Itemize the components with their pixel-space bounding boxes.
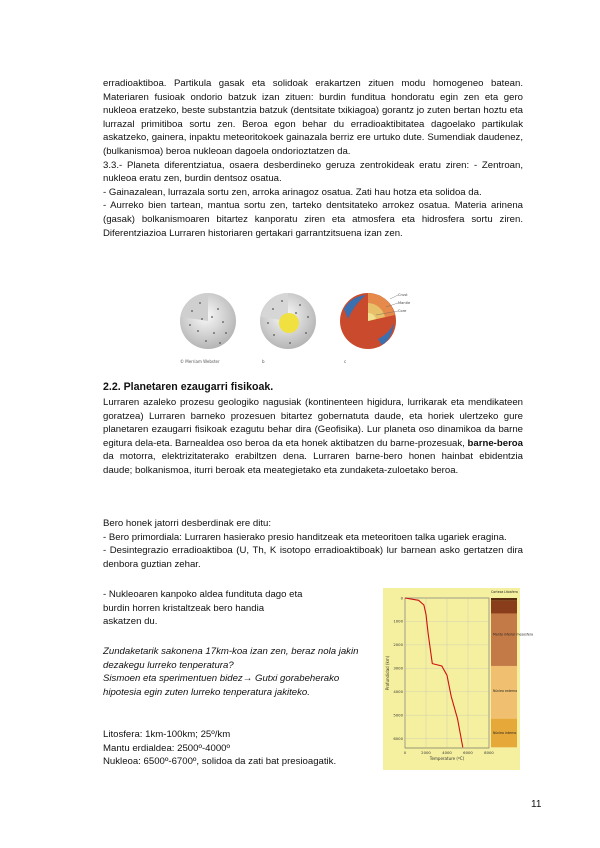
layer-label-mantle: Mantle bbox=[398, 301, 411, 305]
earth-differentiation-figure bbox=[178, 289, 411, 367]
zone-label: Corteza bbox=[491, 590, 504, 594]
temp-lithosphere: Litosfera: 1km-100km; 25º/km bbox=[103, 729, 231, 740]
paragraph-3-3: 3.3.- Planeta diferentziatua, osaera desberdineko geruza zentrokideak eratu ziren: - Zentroan, nukleoa eratu zen, burdin dentsoz osatua. bbox=[103, 159, 523, 185]
zone-label: Núcleo externo bbox=[493, 688, 518, 693]
section-para-part-2: da motorra, elektrizitaterako erabiltzen dena. Lurraren barne-bero honen hainbat ebidentzia daude; bolkanismoa, iturri beroak eta meategietako eta zundaketa-zuloetako beroa. bbox=[103, 451, 523, 476]
earth-panel-b bbox=[260, 293, 316, 364]
x-tick-label: 0 bbox=[403, 750, 407, 755]
zone-band-lithosphere bbox=[491, 598, 517, 600]
question-depth: Zundaketarik sakonena 17km-koa izan zen, beraz nola jakin dezakegu lurreko tenperatura? bbox=[103, 646, 359, 671]
figure-credit: © Merriam Webster bbox=[180, 359, 220, 364]
y-tick-label: 0 bbox=[400, 595, 403, 601]
question-block bbox=[103, 645, 373, 699]
x-tick-label: 4000 bbox=[442, 750, 452, 755]
zone-band bbox=[491, 600, 517, 613]
zone-band bbox=[491, 613, 517, 666]
x-axis-label: Temperature (ºC) bbox=[429, 756, 465, 761]
bero-intro: Bero honek jatorri desberdinak ere ditu: bbox=[103, 518, 271, 529]
y-tick-label: 3000 bbox=[393, 665, 403, 671]
section-para-part-1: Lurraren azaleko prozesu geologiko nagusiak (kontinenteen higidura, lurrikarak eta mendikateen goratzea) Lurraren barneko prozesuen bitartez gobernatuta daude, eta horiek ulertzeko gure planetaren ezaugarri fisikoak ezagutu behar dira (Geofisika). Lur planeta oso dinamikoa da barne egitura dela-eta. Barnealdea oso beroa da eta honek aktibatzen du barne-prozesuak, bbox=[103, 397, 523, 449]
section-heading: 2.2. Planetaren ezaugarri fisikoak. bbox=[103, 381, 274, 393]
earth-panel-a bbox=[180, 293, 236, 364]
bero-item-nucleus-block bbox=[103, 588, 303, 629]
temperature-series-line bbox=[405, 598, 463, 747]
layer-label-crust: Crust bbox=[398, 293, 408, 297]
paragraph-mantua: - Aurreko bien tartean, mantua sortu zen, tarteko dentsitateko arrokez osatua. Materia arinena (gasak) bolkanismoaren bitartez kanporatu ziren eta atmosfera eta hidrosfera sortu ziren. Diferentziazioa Lurraren historiaren gertakari garrantzitsuena izan zen. bbox=[103, 200, 523, 239]
barne-beroa-term: barne-beroa bbox=[467, 437, 523, 449]
x-tick-label: 6000 bbox=[463, 750, 473, 755]
chart-svg bbox=[383, 588, 534, 770]
bero-item-primordial: - Bero primordiala: Lurraren hasierako presio handitzeak eta meteoritoen talka ugariek eragina. bbox=[103, 531, 507, 543]
temp-core: Nukleoa: 6500º-6700º, solidoa da zati bat presioagatik. bbox=[103, 756, 337, 768]
top-text-block bbox=[103, 77, 523, 240]
paragraph-fusion: erradioaktiboa. Partikula gasak eta solidoak erakartzen zituen modu homogeneo batean. Materiaren fusioak ondorio batzuk izan zituen: burdin funditua hondoratu egin zen eta gero nukleoa eratzeko, beste substantzia batzuk (dentsitate txikiagoa) gorantz jo zuten bertan hoztu eta lurrazal primitiboa sortu zen. Beroa egon behar du erradioaktibitatea dagoelako partikulak askatzeko, gainera, inpaktu meteoritokoek gainazala berriz ere urtuko dute. Sumendiak daudenez, (bulkanismoa) beroa nukleoan dagoela ondorioztatzen da. bbox=[103, 78, 523, 157]
y-tick-label: 5000 bbox=[393, 712, 403, 718]
y-axis-label: Profundidad (km) bbox=[385, 655, 390, 691]
bero-item-nucleus: - Nukleoaren kanpoko aldea fundituta dago eta burdin horren kristaltzeak bero handia askatzen du. bbox=[103, 589, 303, 628]
temp-mantle: Mantu erdialdea: 2500º-4000º bbox=[103, 742, 231, 754]
panel-label-b: b bbox=[262, 359, 265, 364]
y-tick-label: 2000 bbox=[393, 642, 403, 648]
page-number: 11 bbox=[531, 799, 542, 810]
paragraph-gainazala: - Gainazalean, lurrazala sortu zen, arroka arinagoz osatua. Zati hau hotza eta solidoa da. bbox=[103, 186, 482, 198]
x-tick-label: 2000 bbox=[421, 750, 431, 755]
panel-label-c: c bbox=[344, 359, 347, 364]
zone-label: Litosfera bbox=[504, 590, 518, 594]
temperature-depth-chart bbox=[383, 588, 534, 770]
y-tick-label: 6000 bbox=[393, 735, 403, 741]
y-tick-label: 4000 bbox=[393, 689, 403, 695]
zone-label: Manto inferior mesosfera bbox=[493, 632, 534, 637]
zone-label: Núcleo interno bbox=[493, 730, 517, 735]
x-tick-label: 8000 bbox=[484, 750, 494, 755]
bero-sources bbox=[103, 517, 523, 571]
answer-seismic: Sismoen eta sperimentuen bidez→ Gutxi gorabeherako hipotesia egin zuten lurreko tenperatura jakiteko. bbox=[103, 673, 340, 698]
layer-label-core: Core bbox=[398, 309, 407, 313]
temperature-list bbox=[103, 728, 373, 769]
bero-item-radioactive: - Desintegrazio erradioaktiboa (U, Th, K isotopo erradioaktiboak) lur barnean asko gertatzen dira denbora guztian zehar. bbox=[103, 545, 523, 570]
section-paragraph bbox=[103, 396, 523, 478]
y-tick-label: 1000 bbox=[393, 618, 403, 624]
earth-panel-c bbox=[340, 293, 411, 364]
